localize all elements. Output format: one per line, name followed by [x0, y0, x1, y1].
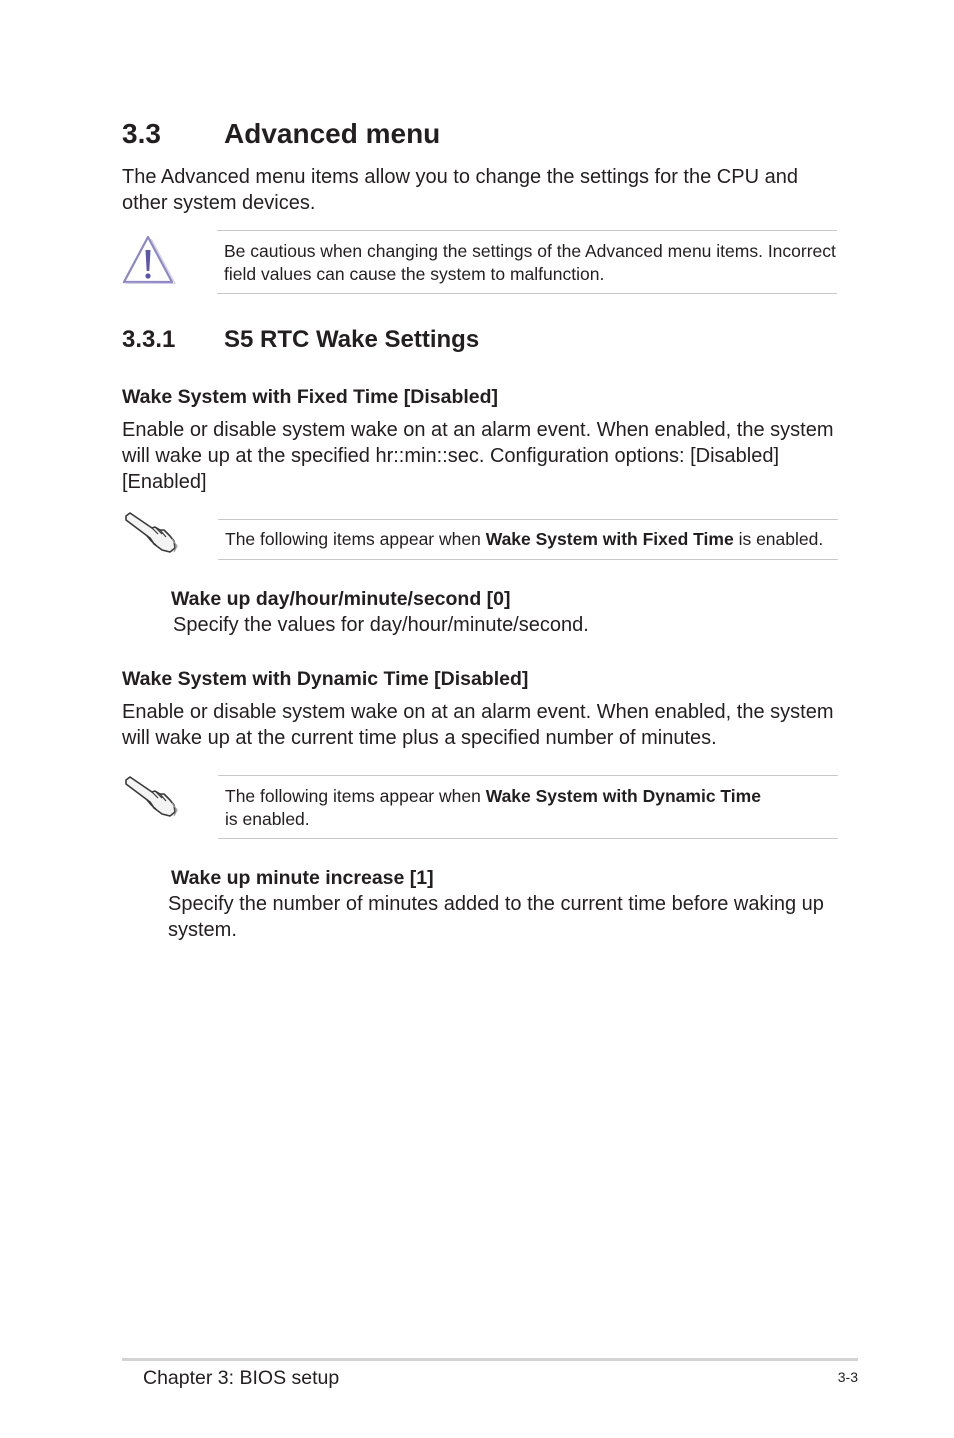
caution-box [217, 230, 837, 294]
section-intro: The Advanced menu items allow you to change the settings for the CPU and other system devices. [122, 166, 798, 214]
note-suffix: is enabled. [225, 809, 310, 829]
subitem-description-wake-up-day: Specify the values for day/hour/minute/second. [173, 614, 589, 636]
note-prefix: The following items appear when [225, 529, 486, 549]
subsection-number: 3.3.1 [122, 326, 176, 353]
note-bold: Wake System with Fixed Time [485, 529, 734, 549]
pointing-hand-icon [122, 772, 180, 820]
note-prefix: The following items appear when [225, 786, 486, 806]
warning-triangle-icon [121, 234, 177, 286]
subitem-heading-wake-up-day: Wake up day/hour/minute/second [0] [171, 588, 511, 610]
note-bold: Wake System with Dynamic Time [485, 786, 761, 806]
note-box-fixed-time [218, 519, 838, 560]
subsection-heading [122, 324, 479, 356]
item-description-fixed-time: Enable or disable system wake on at an alarm event. When enabled, the system will wake up at the specified hr::min::sec. Configuration options: [Disabled] [Enabled] [122, 419, 834, 493]
subitem-heading-minute-increase: Wake up minute increase [1] [171, 867, 434, 889]
footer-page-number: 3-3 [837, 1369, 858, 1385]
section-title: Advanced menu [224, 118, 441, 149]
item-heading-fixed-time: Wake System with Fixed Time [Disabled] [122, 386, 499, 408]
section-heading [122, 116, 440, 152]
caution-text: Be cautious when changing the settings of the Advanced menu items. Incorrect field values can cause the system to malfunction. [224, 241, 836, 284]
subsection-title: S5 RTC Wake Settings [224, 326, 480, 353]
item-description-dynamic-time: Enable or disable system wake on at an alarm event. When enabled, the system will wake up at the current time plus a specified number of minutes. [122, 701, 834, 749]
section-number: 3.3 [122, 118, 161, 149]
note-box-dynamic-time [218, 775, 838, 839]
pointing-hand-icon [122, 508, 180, 556]
item-heading-dynamic-time: Wake System with Dynamic Time [Disabled] [122, 668, 529, 690]
subitem-description-minute-increase: Specify the number of minutes added to the current time before waking up system. [168, 893, 824, 941]
note-suffix: is enabled. [733, 529, 824, 549]
footer-chapter: Chapter 3: BIOS setup [143, 1367, 340, 1389]
footer-rule [122, 1358, 858, 1361]
